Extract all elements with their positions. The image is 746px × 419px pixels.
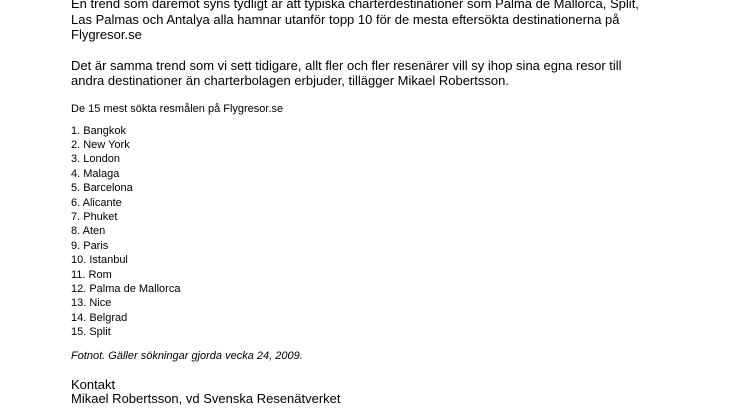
list-item: 14. Belgrad xyxy=(71,311,128,324)
list-item: 13. Nice xyxy=(71,297,112,310)
list-item: 7. Phuket xyxy=(71,210,118,223)
list-item: 6. Alicante xyxy=(71,196,122,209)
intro-paragraph xyxy=(71,0,711,43)
quote-line-2: andra destinationer än charterbolagen erbjuder, tillägger Mikael Robertsson. xyxy=(71,73,509,88)
list-item: 11. Rom xyxy=(71,268,112,281)
quote-line-1: Det är samma trend som vi sett tidigare, allt fler och fler resenärer vill sy ihop sina egna resor till xyxy=(71,57,622,73)
list-item: 1. Bangkok xyxy=(71,124,127,137)
intro-line-1: En trend som däremot syns tydligt är att typiska charterdestinationer som Palma de Mallorca, Split, xyxy=(71,0,639,11)
list-item: 9. Paris xyxy=(71,239,109,252)
list-item: 2. New York xyxy=(71,138,130,151)
destination-list xyxy=(71,124,711,340)
list-item: 12. Palma de Mallorca xyxy=(71,282,181,295)
list-heading: De 15 mest sökta resmålen på Flygresor.se xyxy=(71,102,284,115)
contact-label: Kontakt xyxy=(71,376,116,392)
document-page xyxy=(71,0,711,406)
list-item: 3. London xyxy=(71,153,120,166)
quote-paragraph xyxy=(71,58,711,89)
intro-line-3: Flygresor.se xyxy=(71,27,142,42)
intro-line-2: Las Palmas och Antalya alla hamnar utanför topp 10 för de mesta eftersökta destinationerna på xyxy=(71,11,620,27)
footnote: Fotnot. Gäller sökningar gjorda vecka 24, 2009. xyxy=(71,349,303,362)
contact-block xyxy=(71,378,711,406)
list-item: 8. Aten xyxy=(71,225,106,238)
list-item: 5. Barcelona xyxy=(71,182,133,195)
list-item: 4. Malaga xyxy=(71,167,120,180)
contact-person: Mikael Robertsson, vd Svenska Resenätverket xyxy=(71,390,341,406)
list-item: 15. Split xyxy=(71,326,111,339)
list-item: 10. Istanbul xyxy=(71,254,128,267)
